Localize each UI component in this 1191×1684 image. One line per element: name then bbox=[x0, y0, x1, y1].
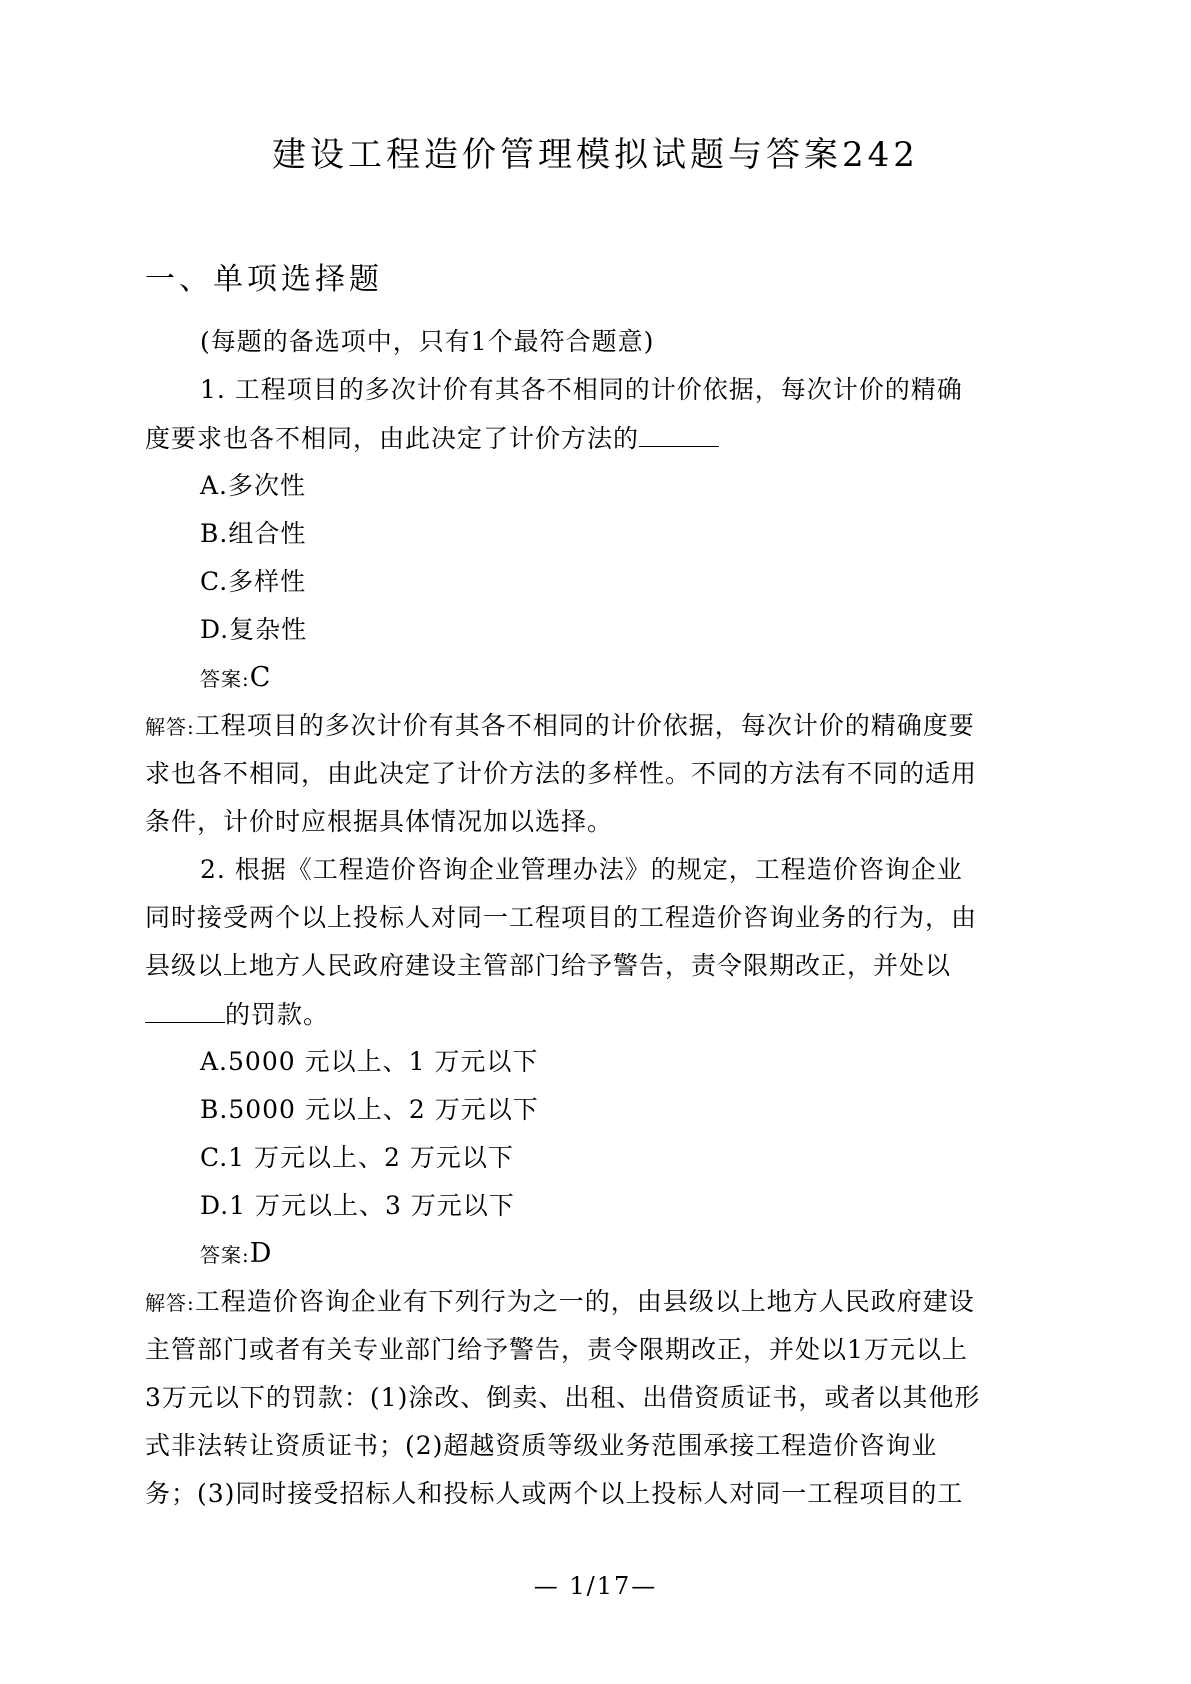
page-title: 建设工程造价管理模拟试题与答案242 bbox=[272, 135, 919, 175]
q2-option-b: B.5000 元以上、2 万元以下 bbox=[200, 1095, 539, 1124]
q1-explain-line-2: 求也各不相同，由此决定了计价方法的多样性。不同的方法有不同的适用 bbox=[145, 759, 978, 788]
q2-explain-line-4: 式非法转让资质证书；(2)超越资质等级业务范围承接工程造价咨询业 bbox=[145, 1431, 938, 1460]
answer-label: 答案: bbox=[200, 1243, 250, 1267]
q1-answer bbox=[145, 654, 1050, 702]
q1-option-c: C.多样性 bbox=[200, 567, 307, 596]
answer-blank bbox=[145, 990, 225, 1023]
q2-explain-line-3: 3万元以下的罚款：(1)涂改、倒卖、出租、出借资质证书，或者以其他形 bbox=[145, 1383, 981, 1412]
answer-label: 答案: bbox=[200, 667, 250, 691]
explain-label: 解答: bbox=[145, 715, 195, 739]
q2-stem-line-3: 县级以上地方人民政府建设主管部门给予警告，责令限期改正，并处以 bbox=[145, 951, 952, 980]
instruction-text: (每题的备选项中，只有1个最符合题意) bbox=[200, 327, 655, 356]
explain-text: 工程造价咨询企业有下列行为之一的，由县级以上地方人民政府建设 bbox=[194, 1287, 975, 1316]
q2-answer bbox=[145, 1230, 1050, 1278]
q1-stem-line-2 bbox=[145, 414, 1050, 462]
answer-blank bbox=[639, 414, 719, 447]
q1-option-d: D.复杂性 bbox=[200, 615, 308, 644]
q2-option-a: A.5000 元以上、1 万元以下 bbox=[200, 1047, 539, 1076]
section-heading: 一、单项选择题 bbox=[145, 262, 383, 297]
explain-text: 工程项目的多次计价有其各不相同的计价依据，每次计价的精确度要 bbox=[194, 711, 975, 740]
q1-explain-line-3: 条件，计价时应根据具体情况加以选择。 bbox=[145, 807, 614, 836]
q2-explain-line-2: 主管部门或者有关专业部门给予警告，责令限期改正，并处以1万元以上 bbox=[145, 1335, 968, 1364]
q2-option-c: C.1 万元以上、2 万元以下 bbox=[200, 1143, 514, 1172]
q1-option-a: A.多次性 bbox=[200, 471, 307, 500]
answer-value: D bbox=[249, 1238, 273, 1269]
q2-stem-line-2: 同时接受两个以上投标人对同一工程项目的工程造价咨询业务的行为，由 bbox=[145, 903, 978, 932]
q1-stem-text: 度要求也各不相同，由此决定了计价方法的 bbox=[145, 424, 640, 453]
page-number: — 1/17— bbox=[533, 1572, 658, 1600]
q2-explain-line-5: 务；(3)同时接受招标人和投标人或两个以上投标人对同一工程项目的工 bbox=[145, 1479, 964, 1508]
answer-value: C bbox=[249, 662, 272, 693]
q2-stem-line-1: 2. 根据《工程造价咨询企业管理办法》的规定，工程造价咨询企业 bbox=[200, 855, 963, 884]
q2-stem-line-4 bbox=[145, 990, 1050, 1038]
q2-stem-text: 的罚款。 bbox=[225, 1000, 330, 1029]
q1-stem-line-1: 1. 工程项目的多次计价有其各不相同的计价依据，每次计价的精确 bbox=[200, 375, 963, 404]
q2-explain-line-1 bbox=[145, 1278, 1050, 1326]
q2-option-d: D.1 万元以上、3 万元以下 bbox=[200, 1191, 515, 1220]
q1-explain-line-1 bbox=[145, 702, 1050, 750]
document-body bbox=[145, 318, 1050, 1518]
explain-label: 解答: bbox=[145, 1291, 195, 1315]
q1-option-b: B.组合性 bbox=[200, 519, 307, 548]
